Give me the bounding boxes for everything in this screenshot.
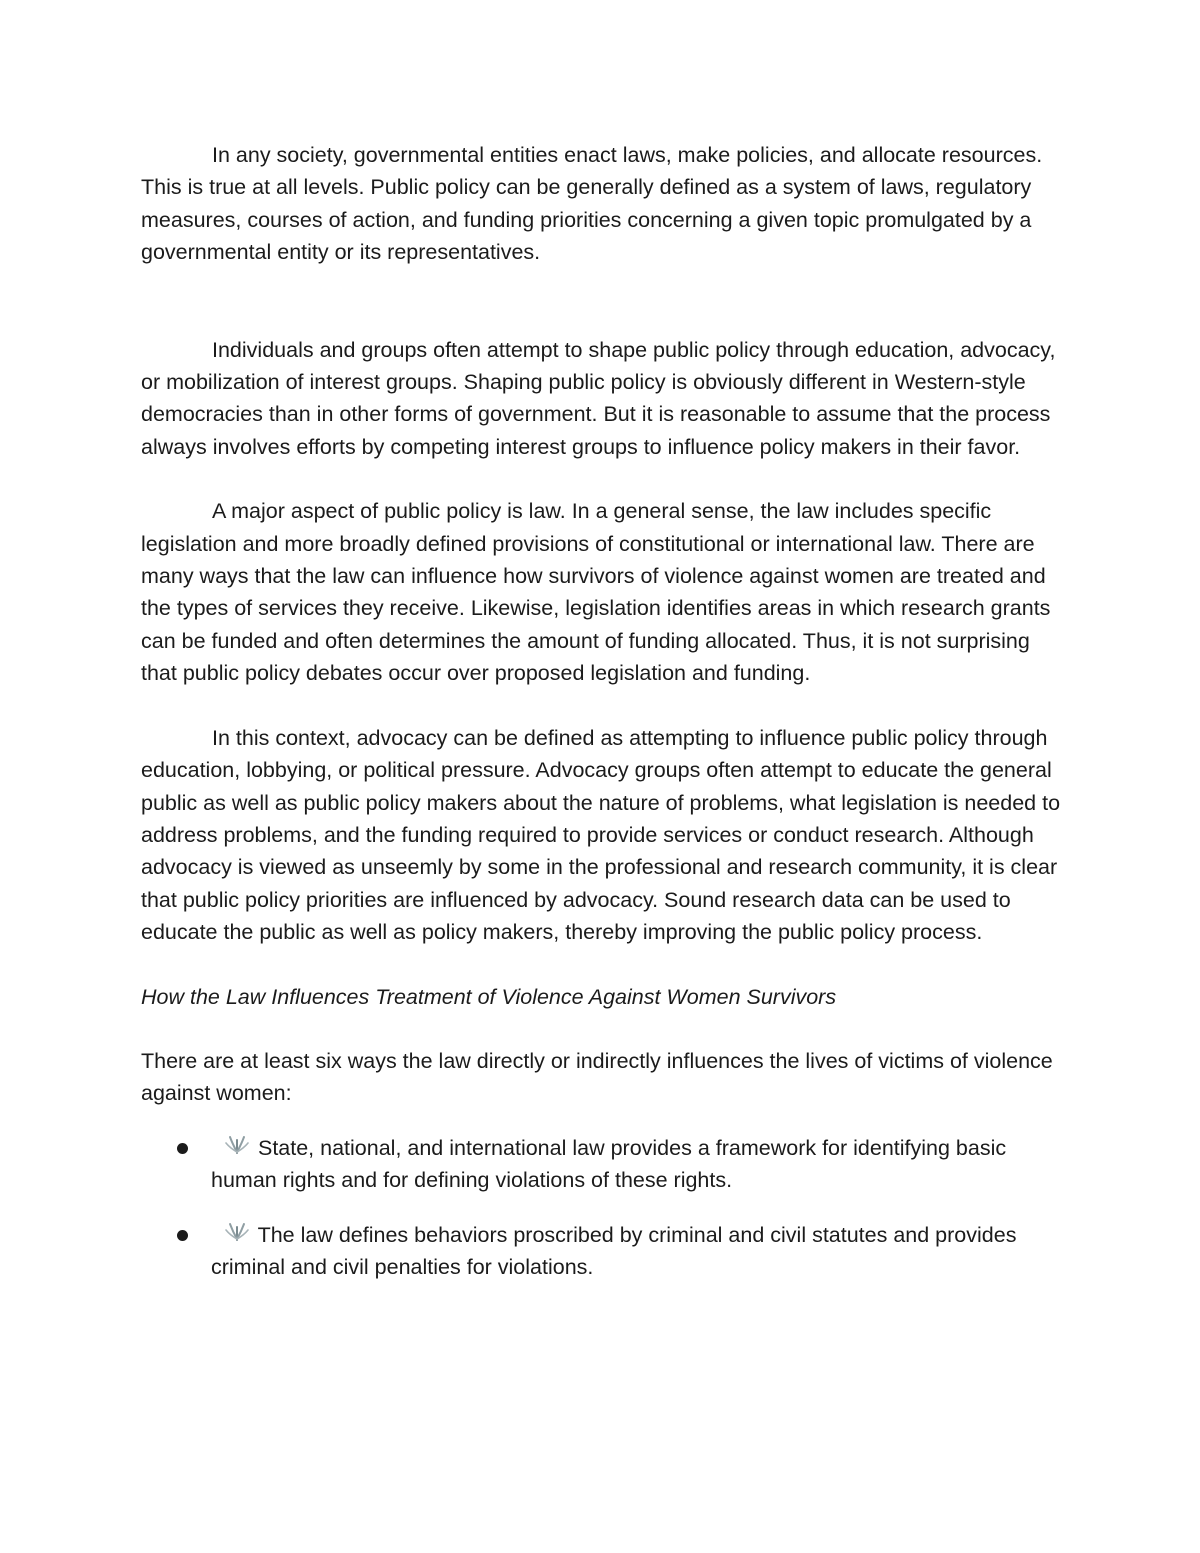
bullet-text: State, national, and international law provides a framework for identifying basic human rights and for defining violations of these rights. [211,1135,1007,1193]
spacer [141,1013,1061,1045]
paragraph-law-aspect: A major aspect of public policy is law. In a general sense, the law includes specific legislation and more broadly defined provisions of constitutional or international law. There are many ways that the law can influence how survivors of violence against women are treated and the types of services they receive. Likewise, legislation identifies areas in which research grants can be funded and often determines the amount of funding allocated. Thus, it is not surprising that public policy debates occur over proposed legislation and funding. [141,499,1051,686]
bullet-list [141,1131,1061,1284]
list-item [141,1131,1061,1197]
list-intro: There are at least six ways the law directly or indirectly influences the lives of victims of violence against women: [141,1048,1053,1106]
paragraph-shaping-policy: Individuals and groups often attempt to shape public policy through education, advocacy, or mobilization of interest groups. Shaping public policy is obviously different in Western-style democracies than in other forms of government. But it is reasonable to assume that the process always involves efforts by competing interest groups to influence policy makers in their favor. [141,337,1056,459]
bullet-dot-icon [177,1230,188,1241]
sprout-icon [224,1131,250,1157]
list-item [141,1218,1061,1284]
document-body [141,139,1061,1283]
spacer [141,949,1061,981]
bullet-text: The law defines behaviors proscribed by criminal and civil statutes and provides criminal and civil penalties for violations. [211,1222,1017,1279]
spacer [141,269,1061,334]
section-heading: How the Law Influences Treatment of Violence Against Women Survivors [141,984,837,1009]
paragraph-public-policy-definition: In any society, governmental entities enact laws, make policies, and allocate resources. This is true at all levels. Public policy can be generally defined as a system of laws, regulatory measures, courses of action, and funding priorities concerning a given topic promulgated by a governmental entity or its representatives. [141,143,1043,265]
bullet-dot-icon [177,1143,188,1154]
spacer [141,690,1061,722]
sprout-icon [224,1218,250,1244]
spacer [141,463,1061,495]
paragraph-advocacy: In this context, advocacy can be defined as attempting to influence public policy through education, lobbying, or political pressure. Advocacy groups often attempt to educate the general public as well as public policy makers about the nature of problems, what legislation is needed to address problems, and the funding required to provide services or conduct research. Although advocacy is viewed as unseemly by some in the professional and research community, it is clear that public policy priorities are influenced by advocacy. Sound research data can be used to educate the public as well as policy makers, thereby improving the public policy process. [141,725,1061,945]
